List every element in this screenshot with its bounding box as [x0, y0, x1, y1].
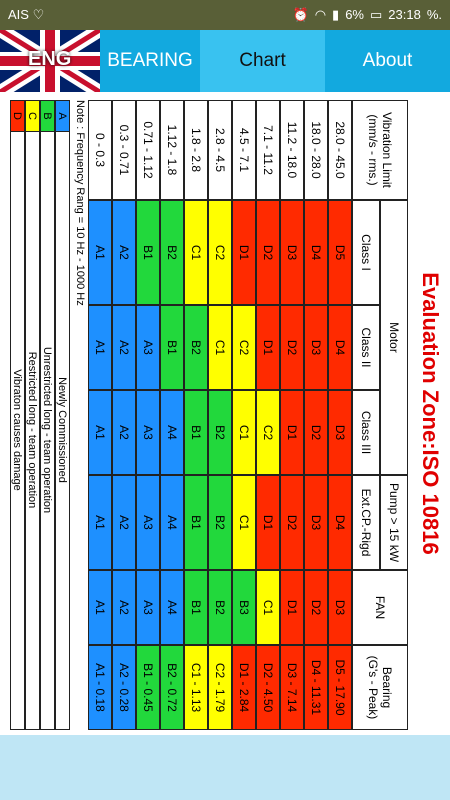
- battery-percent: 6%: [345, 7, 364, 22]
- legend-swatch: C: [26, 101, 39, 132]
- bearing-cell: D1 - 2.84: [232, 645, 256, 730]
- zone-cell: B1: [136, 200, 160, 305]
- app-bar: [0, 30, 450, 92]
- zone-cell: B2: [184, 305, 208, 390]
- bearing-cell: B2 - 0.72: [160, 645, 184, 730]
- wifi-icon: ◠: [314, 7, 327, 22]
- legend-swatch: D: [11, 101, 24, 132]
- limit-cell: 1.8 - 2.8: [184, 100, 208, 200]
- zone-cell: A4: [160, 390, 184, 475]
- chart-title: Evaluation Zone:ISO 10816: [418, 272, 443, 555]
- zone-cell: D3: [328, 390, 352, 475]
- limit-cell: 0 - 0.3: [88, 100, 112, 200]
- battery-icon: ▭: [369, 7, 383, 22]
- legend-row: [25, 100, 40, 730]
- zone-cell: D3: [304, 305, 328, 390]
- zone-cell: A1: [88, 475, 112, 570]
- zone-cell: C1: [256, 570, 280, 645]
- alarm-icon: ⏰: [292, 7, 309, 22]
- header-vibration-limit-label: Vibration Limit: [380, 112, 394, 188]
- limit-cell: 0.71 - 1.12: [136, 100, 160, 200]
- zone-cell: D1: [256, 475, 280, 570]
- legend-text: Restricted long - team operation: [26, 351, 39, 509]
- zone-cell: D4: [304, 200, 328, 305]
- zone-cell: B2: [160, 200, 184, 305]
- bearing-cell: B1 - 0.45: [136, 645, 160, 730]
- bearing-cell: A2 - 0.28: [112, 645, 136, 730]
- zone-cell: A1: [88, 390, 112, 475]
- zone-cell: C1: [184, 200, 208, 305]
- tab-bearing[interactable]: BEARING: [107, 50, 193, 71]
- zone-cell: C1: [232, 475, 256, 570]
- limit-cell: 4.5 - 7.1: [232, 100, 256, 200]
- zone-cell: C1: [208, 305, 232, 390]
- zone-cell: D2: [304, 570, 328, 645]
- zone-cell: B1: [160, 305, 184, 390]
- zone-cell: B2: [208, 570, 232, 645]
- zone-cell: A1: [88, 200, 112, 305]
- rotated-chart: [0, 92, 450, 735]
- bearing-cell: D3 - 7.14: [280, 645, 304, 730]
- zone-cell: A3: [136, 475, 160, 570]
- limit-cell: 7.1 - 11.2: [256, 100, 280, 200]
- zone-cell: B1: [184, 570, 208, 645]
- legend-swatch: B: [41, 101, 54, 132]
- bearing-cell: D2 - 4.50: [256, 645, 280, 730]
- zone-cell: D2: [280, 305, 304, 390]
- limit-cell: 28.0 - 45.0: [328, 100, 352, 200]
- zone-cell: C1: [232, 390, 256, 475]
- language-flag-button[interactable]: [0, 30, 100, 92]
- limit-cell: 2.8 - 4.5: [208, 100, 232, 200]
- header-bearing-unit: (G's - Peak): [366, 655, 380, 720]
- carrier-label: AIS: [8, 7, 29, 22]
- zone-cell: A2: [112, 200, 136, 305]
- header-fan: FAN: [352, 570, 408, 645]
- limit-cell: 0.3 - 0.71: [112, 100, 136, 200]
- heart-icon: ♡: [32, 7, 45, 22]
- signal-icon: ▮: [332, 7, 340, 22]
- zone-cell: D4: [328, 305, 352, 390]
- bearing-cell: D5 - 17.90: [328, 645, 352, 730]
- zone-cell: B1: [184, 390, 208, 475]
- bearing-cell: A1 - 0.18: [88, 645, 112, 730]
- legend-row: [40, 100, 55, 730]
- zone-cell: B2: [208, 475, 232, 570]
- header-pump: Pump > 15 kW: [380, 475, 408, 570]
- zone-cell: B2: [208, 390, 232, 475]
- header-bearing: [352, 645, 408, 730]
- limit-cell: 1.12 - 1.8: [160, 100, 184, 200]
- tab-chart[interactable]: Chart: [200, 30, 325, 92]
- zone-cell: A1: [88, 570, 112, 645]
- legend-swatch: A: [56, 101, 69, 132]
- zone-cell: D2: [304, 390, 328, 475]
- legend-row: [55, 100, 70, 730]
- zone-cell: D1: [280, 570, 304, 645]
- header-ext-cp-rigd: Ext.CP.-Rigd: [352, 475, 380, 570]
- zone-cell: A4: [160, 475, 184, 570]
- header-vibration-unit: (mm/s - rms.): [366, 114, 380, 186]
- header-class-3: Class III: [352, 390, 380, 475]
- zone-cell: C2: [232, 305, 256, 390]
- zone-cell: A3: [136, 305, 160, 390]
- zone-cell: A3: [136, 570, 160, 645]
- status-time: 23:18: [388, 7, 421, 22]
- zone-cell: B3: [232, 570, 256, 645]
- header-class-1: Class I: [352, 200, 380, 305]
- zone-cell: A2: [112, 570, 136, 645]
- zone-cell: A1: [88, 305, 112, 390]
- zone-cell: D2: [280, 475, 304, 570]
- legend-text: Unrestricted long - team operation: [41, 346, 54, 514]
- zone-cell: D3: [328, 570, 352, 645]
- header-bearing-label: Bearing: [380, 666, 394, 709]
- zone-cell: C2: [256, 390, 280, 475]
- zone-cell: A2: [112, 305, 136, 390]
- zone-cell: D5: [328, 200, 352, 305]
- legend-text: Newly Commissioned: [56, 377, 69, 483]
- bearing-cell: D4 - 11.31: [304, 645, 328, 730]
- legend-text: Vibraton causes damage: [11, 369, 24, 491]
- legend-row: [10, 100, 25, 730]
- zone-cell: D1: [256, 305, 280, 390]
- frequency-note: Note : Frequency Rang = 10 Hz - 1000 Hz: [74, 100, 86, 306]
- status-right: [293, 7, 443, 22]
- zone-cell: C2: [208, 200, 232, 305]
- status-bar: [0, 0, 450, 30]
- bearing-cell: C2 - 1.79: [208, 645, 232, 730]
- language-label: ENG: [28, 48, 72, 70]
- bearing-cell: C1 - 1.13: [184, 645, 208, 730]
- header-class-2: Class II: [352, 305, 380, 390]
- zone-cell: D1: [232, 200, 256, 305]
- chart-content: [0, 92, 450, 735]
- tab-about[interactable]: About: [362, 50, 413, 71]
- zone-cell: A4: [160, 570, 184, 645]
- limit-cell: 18.0 - 28.0: [304, 100, 328, 200]
- zone-cell: A3: [136, 390, 160, 475]
- header-vibration-limit: [352, 100, 408, 200]
- percent-icon: %.: [426, 7, 442, 22]
- header-motor: Motor: [380, 200, 408, 475]
- zone-cell: A2: [112, 390, 136, 475]
- zone-cell: D2: [256, 200, 280, 305]
- limit-cell: 11.2 - 18.0: [280, 100, 304, 200]
- zone-cell: D3: [280, 200, 304, 305]
- zone-cell: D3: [304, 475, 328, 570]
- zone-cell: A2: [112, 475, 136, 570]
- zone-cell: B1: [184, 475, 208, 570]
- zone-cell: D4: [328, 475, 352, 570]
- status-left: [8, 7, 44, 22]
- zone-cell: D1: [280, 390, 304, 475]
